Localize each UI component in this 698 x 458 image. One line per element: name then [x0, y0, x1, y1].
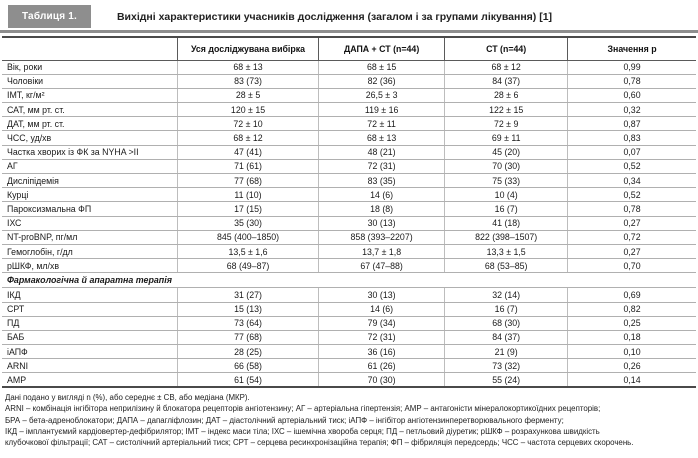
cell-value: 72 (31): [318, 330, 444, 344]
row-label: Гемоглобін, г/дл: [2, 244, 178, 258]
table-row: [2, 316, 696, 330]
cell-value: 61 (54): [178, 373, 319, 387]
cell-value: 32 (14): [445, 288, 568, 302]
cell-value: 70 (30): [318, 373, 444, 387]
cell-value: 0,14: [568, 373, 696, 387]
cell-value: 13,5 ± 1,6: [178, 244, 319, 258]
row-label: NT-proBNP, пг/мл: [2, 230, 178, 244]
cell-value: 68 (49–87): [178, 259, 319, 273]
cell-value: 0,69: [568, 288, 696, 302]
table-row: [2, 88, 696, 102]
cell-value: 0,18: [568, 330, 696, 344]
footnote-line: Дані подано у вигляді n (%), або середнє ± СВ, або медіана (МКР).: [5, 393, 250, 403]
cell-value: 18 (8): [318, 202, 444, 216]
cell-value: 67 (47–88): [318, 259, 444, 273]
cell-value: 68 ± 12: [445, 60, 568, 74]
cell-value: 41 (18): [445, 216, 568, 230]
cell-value: 0,32: [568, 103, 696, 117]
table-row: [2, 131, 696, 145]
cell-value: 858 (393–2207): [318, 230, 444, 244]
cell-value: 68 ± 15: [318, 60, 444, 74]
cell-value: 26,5 ± 3: [318, 88, 444, 102]
row-label: ПД: [2, 316, 178, 330]
cell-value: 82 (36): [318, 74, 444, 88]
row-label: Чоловіки: [2, 74, 178, 88]
row-label: Вік, роки: [2, 60, 178, 74]
row-label: іАПФ: [2, 345, 178, 359]
table-row: [2, 359, 696, 373]
table-row: [2, 202, 696, 216]
cell-value: 17 (15): [178, 202, 319, 216]
section-title: Фармакологічна й апаратна терапія: [2, 273, 696, 288]
row-label: СРТ: [2, 302, 178, 316]
table-row: [2, 103, 696, 117]
row-label: ДАТ, мм рт. ст.: [2, 117, 178, 131]
row-label: рШКФ, мл/хв: [2, 259, 178, 273]
cell-value: 71 (61): [178, 159, 319, 173]
table-row: [2, 117, 696, 131]
row-label: АМР: [7, 374, 27, 385]
cell-value: 83 (73): [178, 74, 319, 88]
cell-value: 14 (6): [318, 302, 444, 316]
column-header: Значення р: [568, 37, 696, 60]
cell-value: 61 (26): [318, 359, 444, 373]
table-row: [2, 259, 696, 273]
cell-value: 83 (35): [318, 174, 444, 188]
footnote-line: ARNI – комбінація інгібітора неприлізину й блокатора рецепторів ангіотензину; АГ – артеріальна гіпертензія; АМР – антагоністи мінералокортикоїдних рецепторів;: [5, 404, 601, 414]
row-label: ІКД: [2, 288, 178, 302]
cell-value: 0,27: [568, 216, 696, 230]
cell-value: 0,78: [568, 74, 696, 88]
cell-value: 77 (68): [178, 330, 319, 344]
cell-value: 15 (13): [178, 302, 319, 316]
footnote-line: клубочкової фільтрації; САТ – систолічний артеріальний тиск; СРТ – серцева ресинхронізаційна терапія; ФП – фібриляція передсердь; ЧСС – частота серцевих скорочень.: [5, 438, 634, 448]
baseline-characteristics-table: [2, 36, 696, 388]
table-row: [2, 216, 696, 230]
row-label: САТ, мм рт. ст.: [2, 103, 178, 117]
cell-value: 72 ± 9: [445, 117, 568, 131]
cell-value: 0,60: [568, 88, 696, 102]
table-row: [2, 74, 696, 88]
row-label: АГ: [2, 159, 178, 173]
cell-value: 45 (20): [445, 145, 568, 159]
cell-value: 16 (7): [445, 302, 568, 316]
cell-value: 68 ± 12: [178, 131, 319, 145]
table-row: [2, 60, 696, 74]
cell-value: 0,99: [568, 60, 696, 74]
cell-value: 0,83: [568, 131, 696, 145]
cell-value: 0,72: [568, 230, 696, 244]
cell-value: 72 ± 10: [178, 117, 319, 131]
table-row: [2, 230, 696, 244]
table-title: Вихідні характеристики учасників дослідження (загалом і за групами лікування) [1]: [116, 10, 553, 23]
cell-value: 0,52: [568, 159, 696, 173]
row-label: Дисліпідемія: [2, 174, 178, 188]
cell-value: 0,87: [568, 117, 696, 131]
table-title-bar: [0, 0, 698, 28]
cell-value: 120 ± 15: [178, 103, 319, 117]
row-label: Курці: [2, 188, 178, 202]
cell-value: 36 (16): [318, 345, 444, 359]
cell-value: 73 (64): [178, 316, 319, 330]
row-label: ІХС: [2, 216, 178, 230]
cell-value: 11 (10): [178, 188, 319, 202]
cell-value: 16 (7): [445, 202, 568, 216]
cell-value: 84 (37): [445, 330, 568, 344]
column-header: Уся досліджувана вибірка: [178, 37, 319, 60]
cell-value: 68 ± 13: [318, 131, 444, 145]
table-row: [2, 145, 696, 159]
cell-value: 0,26: [568, 359, 696, 373]
cell-value: 0,82: [568, 302, 696, 316]
cell-value: 14 (6): [318, 188, 444, 202]
section-header-row: [2, 273, 696, 288]
cell-value: 75 (33): [445, 174, 568, 188]
table-row: [2, 288, 696, 302]
cell-value: 0,07: [568, 145, 696, 159]
cell-value: 69 ± 11: [445, 131, 568, 145]
table-row: [2, 188, 696, 202]
cell-value: 47 (41): [178, 145, 319, 159]
cell-value: 822 (398–1507): [445, 230, 568, 244]
cell-value: 0,52: [568, 188, 696, 202]
table-body: [2, 60, 696, 387]
cell-value: 119 ± 16: [318, 103, 444, 117]
cell-value: 30 (13): [318, 216, 444, 230]
cell-value: 845 (400–1850): [178, 230, 319, 244]
cell-value: 72 (31): [318, 159, 444, 173]
cell-value: 77 (68): [178, 174, 319, 188]
row-label: ЧСС, уд/хв: [2, 131, 178, 145]
row-label: БАБ: [2, 330, 178, 344]
table-number-label: Таблиця 1.: [8, 5, 91, 28]
cell-value: 21 (9): [445, 345, 568, 359]
footnotes: [0, 388, 698, 448]
cell-value: 84 (37): [445, 74, 568, 88]
cell-value: 0,78: [568, 202, 696, 216]
row-label: ARNI: [2, 359, 178, 373]
table-row: [2, 345, 696, 359]
table-row: [2, 373, 696, 387]
table-header: [2, 37, 696, 60]
cell-value: 68 (30): [445, 316, 568, 330]
cell-value: 79 (34): [318, 316, 444, 330]
row-label-column-header: [2, 37, 178, 60]
table-row: [2, 174, 696, 188]
row-label: Пароксизмальна ФП: [2, 202, 178, 216]
cell-value: 73 (32): [445, 359, 568, 373]
cell-value: 0,25: [568, 316, 696, 330]
table-row: [2, 159, 696, 173]
column-header: СТ (n=44): [445, 37, 568, 60]
table-row: [2, 302, 696, 316]
cell-value: 0,10: [568, 345, 696, 359]
cell-value: 48 (21): [318, 145, 444, 159]
cell-value: 70 (30): [445, 159, 568, 173]
row-label: ІМТ, кг/м²: [2, 88, 178, 102]
cell-value: 13,7 ± 1,8: [318, 244, 444, 258]
table-row: [2, 244, 696, 258]
column-header: ДАПА + СТ (n=44): [318, 37, 444, 60]
title-underline-rule: [0, 30, 698, 33]
cell-value: 122 ± 15: [445, 103, 568, 117]
cell-value: 68 (53–85): [445, 259, 568, 273]
footnote-line: ІКД – імплантуємий кардіовертер-дефібрилятор; ІМТ – індекс маси тіла; ІХС – ішемічна хвороба серця; ПД – петльовий діуретик; рШКФ – розрахункова швидкість: [5, 427, 600, 437]
cell-value: 35 (30): [178, 216, 319, 230]
cell-value: 66 (58): [178, 359, 319, 373]
table-row: [2, 330, 696, 344]
cell-value: 28 ± 6: [445, 88, 568, 102]
cell-value: 30 (13): [318, 288, 444, 302]
row-label: Частка хворих із ФК за NYHA >II: [2, 145, 178, 159]
cell-value: 72 ± 11: [318, 117, 444, 131]
cell-value: 28 (25): [178, 345, 319, 359]
cell-value: 55 (24): [445, 373, 568, 387]
footnote-line: БРА – бета-адреноблокатори; ДАПА – дапагліфлозин; ДАТ – діастолічний артеріальний тиск; іАПФ – інгібітор ангіотензинперетворювального ферменту;: [5, 415, 564, 425]
cell-value: 13,3 ± 1,5: [445, 244, 568, 258]
cell-value: 68 ± 13: [178, 60, 319, 74]
cell-value: 0,70: [568, 259, 696, 273]
cell-value: 31 (27): [178, 288, 319, 302]
cell-value: 0,27: [568, 244, 696, 258]
cell-value: 28 ± 5: [178, 88, 319, 102]
header-row: [2, 37, 696, 60]
cell-value: 0,34: [568, 174, 696, 188]
cell-value: 10 (4): [445, 188, 568, 202]
